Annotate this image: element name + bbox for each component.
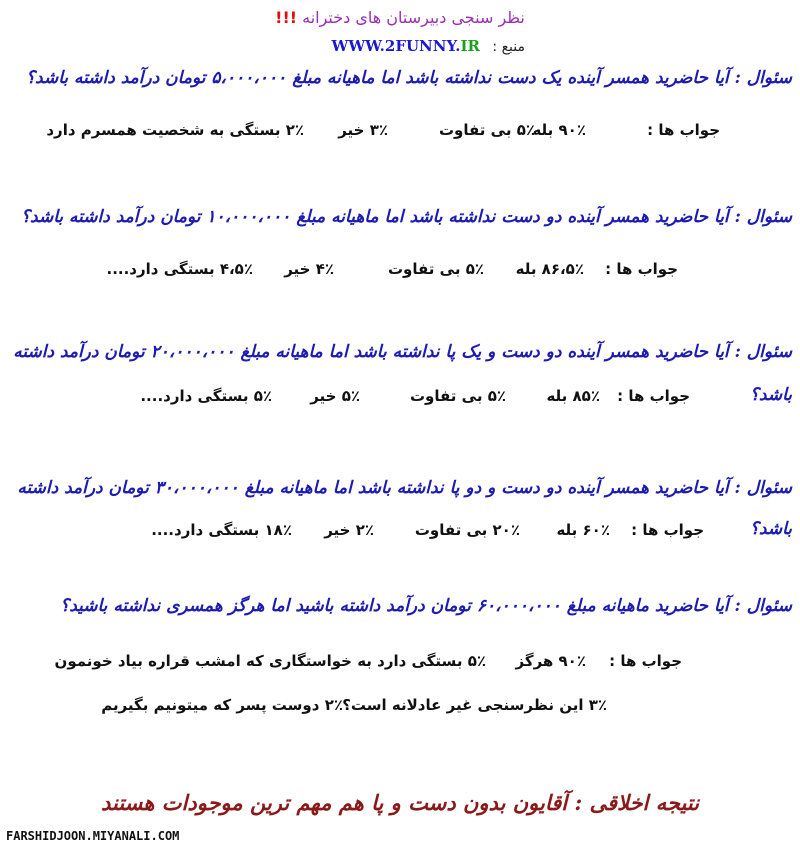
answer-3-2: ۵٪ بی تفاوت	[409, 387, 506, 405]
question-1: سئوال : آیا حاضرید همسر آینده یک دست نداشته باشد اما ماهیانه مبلغ ۵،۰۰۰،۰۰۰ تومان درآمد داشته باشد؟	[26, 68, 792, 88]
footer-watermark: FARSHIDJOON.MIYANALI.COM	[6, 829, 180, 843]
question-2: سئوال : آیا حاضرید همسر آینده دو دست نداشته باشد اما ماهیانه مبلغ ۱۰،۰۰۰،۰۰۰ تومان درآمد داشته باشد؟	[21, 207, 792, 227]
answer-2-2: ۵٪ بی تفاوت	[387, 260, 484, 278]
question-5: سئوال : آیا حاضرید ماهیانه مبلغ ۶۰،۰۰۰،۰۰۰ تومان درآمد داشته باشید اما هرگز همسری نداشته باشید؟	[60, 596, 792, 616]
answer-2-4: ۴،۵٪ بستگی دارد....	[106, 260, 253, 278]
question-3-line-2: باشد؟	[749, 385, 792, 405]
answer-5-1: ۹۰٪ هرگز	[515, 652, 586, 670]
title-text: نظر سنجی دبیرستان های دخترانه	[302, 8, 525, 27]
question-3-line-1: سئوال : آیا حاضرید همسر آینده دو دست و یک پا نداشته باشد اما ماهیانه مبلغ ۲۰،۰۰۰،۰۰۰ تومان درآمد داشته	[13, 342, 792, 362]
page-title	[0, 8, 800, 27]
answers-label-2: جواب ها :	[605, 260, 678, 278]
answers-label-4: جواب ها :	[631, 521, 704, 539]
question-4-line-2: باشد؟	[749, 519, 792, 539]
source-line	[331, 37, 525, 55]
answer-3-3: ۵٪ خیر	[310, 387, 360, 405]
answer-2-3: ۴٪ خیر	[284, 260, 334, 278]
answer-5-4: ۲٪ دوست پسر که میتونیم بگیریم	[101, 696, 343, 714]
answer-4-2: ۲۰٪ بی تفاوت	[414, 521, 520, 539]
answers-label-3: جواب ها :	[617, 387, 690, 405]
moral-conclusion: نتیجه اخلاقی : آقایون بدون دست و پا هم مهم ترین موجودات هستند	[100, 790, 700, 815]
answers-label-5: جواب ها :	[609, 652, 682, 670]
source-site-link[interactable]	[331, 37, 480, 55]
answer-1-1: ۹۰٪ بله	[532, 121, 586, 139]
answer-3-4: ۵٪ بستگی دارد....	[140, 387, 272, 405]
source-site-tld: IR	[460, 37, 480, 55]
title-exclamation: !!!	[275, 8, 298, 27]
answer-5-3: ۳٪ این نظرسنجی غیر عادلانه است؟	[342, 696, 607, 714]
source-site-main: WWW.2FUNNY.	[331, 37, 461, 55]
answers-label-1: جواب ها :	[647, 121, 720, 139]
answer-1-2: ۵٪ بی تفاوت	[438, 121, 535, 139]
answer-4-3: ۲٪ خیر	[324, 521, 374, 539]
answer-1-4: ۲٪ بستگی به شخصیت همسرم دارد	[46, 121, 304, 139]
answer-4-1: ۶۰٪ بله	[556, 521, 610, 539]
answer-1-3: ۳٪ خیر	[338, 121, 388, 139]
answer-2-1: ۸۶،۵٪ بله	[515, 260, 584, 278]
answer-3-1: ۸۵٪ بله	[546, 387, 600, 405]
source-label: منبع :	[492, 39, 525, 55]
answer-4-4: ۱۸٪ بستگی دارد....	[151, 521, 292, 539]
question-4-line-1: سئوال : آیا حاضرید همسر آینده دو دست و دو پا نداشته باشد اما ماهیانه مبلغ ۳۰،۰۰۰،۰۰۰ تومان درآمد داشته	[17, 478, 792, 498]
answer-5-2: ۵٪ بستگی دارد به خواستگاری که امشب قراره بیاد خونمون	[54, 652, 486, 670]
